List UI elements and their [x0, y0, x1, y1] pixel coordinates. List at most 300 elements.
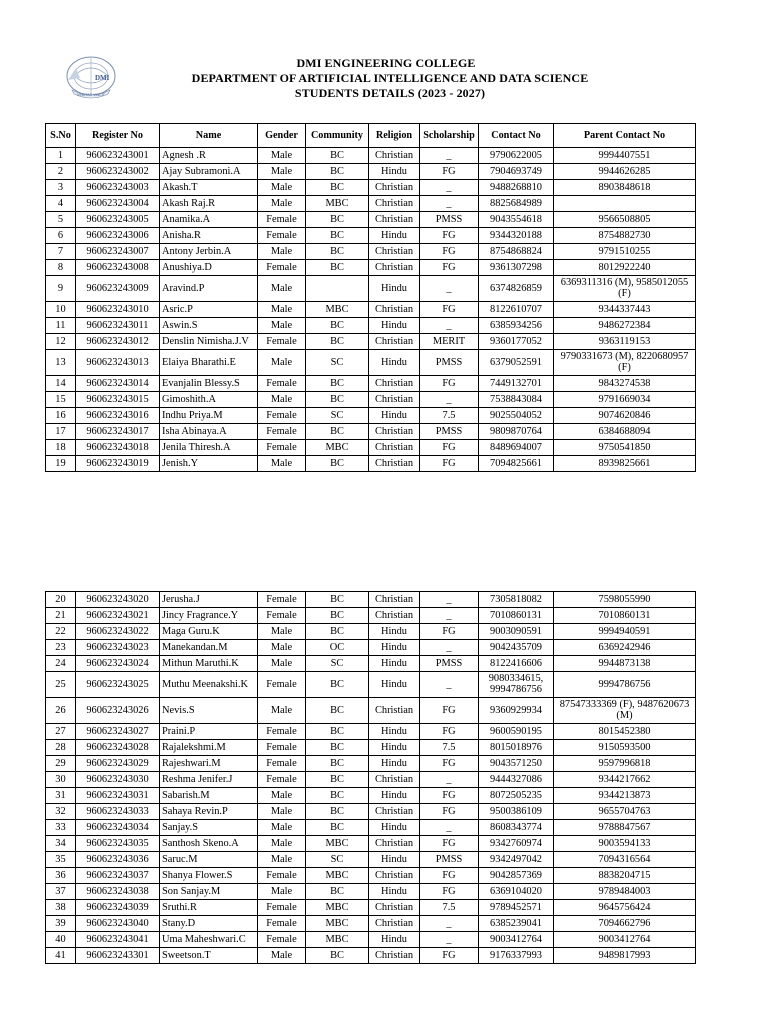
cell-contact-no: 9500386109: [479, 804, 554, 820]
cell-register-no: 960623243029: [76, 756, 160, 772]
cell-name: Son Sanjay.M: [160, 884, 258, 900]
cell-contact-no: 9789452571: [479, 900, 554, 916]
cell-gender: Male: [258, 196, 306, 212]
cell-parent-contact-no: 7094316564: [554, 852, 696, 868]
col-header-parent-contact-no: Parent Contact No: [554, 124, 696, 148]
cell-religion: Christian: [369, 196, 420, 212]
cell-contact-no: 9042857369: [479, 868, 554, 884]
cell-sno: 35: [46, 852, 76, 868]
cell-contact-no: 9809870764: [479, 424, 554, 440]
cell-register-no: 960623243004: [76, 196, 160, 212]
cell-parent-contact-no: 8939825661: [554, 456, 696, 472]
cell-scholarship: 7.5: [420, 900, 479, 916]
cell-gender: Male: [258, 350, 306, 376]
cell-register-no: 960623243013: [76, 350, 160, 376]
cell-religion: Christian: [369, 440, 420, 456]
table-row: [46, 456, 696, 472]
cell-sno: 36: [46, 868, 76, 884]
cell-register-no: 960623243009: [76, 276, 160, 302]
col-header-register-no: Register No: [76, 124, 160, 148]
cell-religion: Christian: [369, 456, 420, 472]
cell-religion: Christian: [369, 804, 420, 820]
table-row: [46, 772, 696, 788]
cell-register-no: 960623243006: [76, 228, 160, 244]
cell-gender: Male: [258, 244, 306, 260]
cell-contact-no: 9025504052: [479, 408, 554, 424]
cell-name: Sabarish.M: [160, 788, 258, 804]
logo-banner: VERITAS VINCIT: [77, 93, 105, 97]
cell-gender: Male: [258, 836, 306, 852]
cell-register-no: 960623243026: [76, 698, 160, 724]
cell-gender: Female: [258, 424, 306, 440]
cell-scholarship: FG: [420, 948, 479, 964]
cell-register-no: 960623243035: [76, 836, 160, 852]
cell-religion: Hindu: [369, 884, 420, 900]
college-name: DMI ENGINEERING COLLEGE: [296, 56, 476, 70]
cell-religion: Christian: [369, 608, 420, 624]
table-row: [46, 948, 696, 964]
cell-religion: Christian: [369, 244, 420, 260]
cell-name: Asric.P: [160, 302, 258, 318]
cell-parent-contact-no: 9003594133: [554, 836, 696, 852]
cell-gender: Female: [258, 376, 306, 392]
cell-register-no: 960623243010: [76, 302, 160, 318]
cell-contact-no: 8072505235: [479, 788, 554, 804]
cell-parent-contact-no: 8903848618: [554, 180, 696, 196]
cell-community: BC: [306, 212, 369, 228]
cell-scholarship: _: [420, 196, 479, 212]
cell-name: Rajalekshmi.M: [160, 740, 258, 756]
cell-contact-no: 7010860131: [479, 608, 554, 624]
cell-parent-contact-no: 6369311316 (M), 9585012055 (F): [554, 276, 696, 302]
cell-religion: Hindu: [369, 724, 420, 740]
cell-register-no: 960623243018: [76, 440, 160, 456]
cell-parent-contact-no: 9994407551: [554, 148, 696, 164]
cell-register-no: 960623243016: [76, 408, 160, 424]
cell-sno: 31: [46, 788, 76, 804]
table-row: [46, 350, 696, 376]
cell-register-no: 960623243039: [76, 900, 160, 916]
cell-parent-contact-no: 9645756424: [554, 900, 696, 916]
cell-contact-no: 9360177052: [479, 334, 554, 350]
cell-parent-contact-no: 6384688094: [554, 424, 696, 440]
cell-community: BC: [306, 180, 369, 196]
cell-religion: Hindu: [369, 852, 420, 868]
table-row: [46, 260, 696, 276]
cell-scholarship: FG: [420, 868, 479, 884]
cell-community: BC: [306, 772, 369, 788]
table-row: [46, 424, 696, 440]
cell-contact-no: 9003090591: [479, 624, 554, 640]
cell-parent-contact-no: [554, 196, 696, 212]
cell-gender: Male: [258, 276, 306, 302]
cell-parent-contact-no: 87547333369 (F), 9487620673 (M): [554, 698, 696, 724]
cell-scholarship: 7.5: [420, 740, 479, 756]
cell-contact-no: 7538843084: [479, 392, 554, 408]
table-row: [46, 592, 696, 608]
cell-religion: Hindu: [369, 350, 420, 376]
table-row: [46, 756, 696, 772]
cell-community: BC: [306, 260, 369, 276]
cell-gender: Male: [258, 698, 306, 724]
cell-name: Anushiya.D: [160, 260, 258, 276]
cell-religion: Christian: [369, 836, 420, 852]
cell-community: MBC: [306, 196, 369, 212]
cell-name: Gimoshith.A: [160, 392, 258, 408]
cell-sno: 4: [46, 196, 76, 212]
cell-community: BC: [306, 724, 369, 740]
cell-community: MBC: [306, 932, 369, 948]
cell-parent-contact-no: 9344213873: [554, 788, 696, 804]
cell-contact-no: 9361307298: [479, 260, 554, 276]
cell-name: Akash.T: [160, 180, 258, 196]
cell-community: BC: [306, 884, 369, 900]
cell-contact-no: 9176337993: [479, 948, 554, 964]
cell-name: Sweetson.T: [160, 948, 258, 964]
cell-religion: Christian: [369, 148, 420, 164]
cell-religion: Hindu: [369, 788, 420, 804]
cell-register-no: 960623243011: [76, 318, 160, 334]
cell-religion: Hindu: [369, 276, 420, 302]
table-row: [46, 932, 696, 948]
cell-contact-no: 9042435709: [479, 640, 554, 656]
cell-religion: Christian: [369, 698, 420, 724]
cell-register-no: 960623243038: [76, 884, 160, 900]
cell-community: BC: [306, 672, 369, 698]
cell-community: [306, 276, 369, 302]
cell-community: SC: [306, 350, 369, 376]
table-row: [46, 334, 696, 350]
cell-parent-contact-no: 8754882730: [554, 228, 696, 244]
cell-gender: Female: [258, 724, 306, 740]
cell-gender: Female: [258, 868, 306, 884]
cell-register-no: 960623243034: [76, 820, 160, 836]
cell-scholarship: FG: [420, 884, 479, 900]
cell-scholarship: PMSS: [420, 350, 479, 376]
cell-community: BC: [306, 424, 369, 440]
cell-register-no: 960623243027: [76, 724, 160, 740]
cell-parent-contact-no: 9788847567: [554, 820, 696, 836]
cell-religion: Hindu: [369, 164, 420, 180]
cell-community: MBC: [306, 836, 369, 852]
cell-sno: 2: [46, 164, 76, 180]
cell-community: BC: [306, 608, 369, 624]
cell-name: Sruthi.R: [160, 900, 258, 916]
cell-contact-no: 6379052591: [479, 350, 554, 376]
table-row: [46, 900, 696, 916]
table-row: [46, 608, 696, 624]
col-header-community: Community: [306, 124, 369, 148]
cell-scholarship: FG: [420, 260, 479, 276]
cell-contact-no: 6385934256: [479, 318, 554, 334]
cell-sno: 1: [46, 148, 76, 164]
cell-register-no: 960623243012: [76, 334, 160, 350]
cell-religion: Hindu: [369, 740, 420, 756]
cell-contact-no: 8608343774: [479, 820, 554, 836]
cell-register-no: 960623243041: [76, 932, 160, 948]
cell-contact-no: 7449132701: [479, 376, 554, 392]
cell-sno: 22: [46, 624, 76, 640]
cell-sno: 29: [46, 756, 76, 772]
cell-register-no: 960623243003: [76, 180, 160, 196]
cell-sno: 32: [46, 804, 76, 820]
cell-scholarship: FG: [420, 724, 479, 740]
cell-scholarship: FG: [420, 302, 479, 318]
cell-contact-no: 9488268810: [479, 180, 554, 196]
cell-parent-contact-no: 8012922240: [554, 260, 696, 276]
cell-name: Rajeshwari.M: [160, 756, 258, 772]
cell-register-no: 960623243015: [76, 392, 160, 408]
cell-religion: Christian: [369, 302, 420, 318]
cell-parent-contact-no: 8015452380: [554, 724, 696, 740]
cell-register-no: 960623243023: [76, 640, 160, 656]
cell-name: Aravind.P: [160, 276, 258, 302]
cell-scholarship: FG: [420, 164, 479, 180]
department-name: DEPARTMENT OF ARTIFICIAL INTELLIGENCE AND DATA SCIENCE: [191, 71, 589, 85]
cell-register-no: 960623243030: [76, 772, 160, 788]
cell-contact-no: 9344320188: [479, 228, 554, 244]
cell-sno: 15: [46, 392, 76, 408]
cell-parent-contact-no: 7094662796: [554, 916, 696, 932]
table-row: [46, 180, 696, 196]
cell-parent-contact-no: 9994940591: [554, 624, 696, 640]
cell-contact-no: 8015018976: [479, 740, 554, 756]
cell-scholarship: MERIT: [420, 334, 479, 350]
cell-community: BC: [306, 948, 369, 964]
cell-scholarship: _: [420, 592, 479, 608]
cell-gender: Male: [258, 148, 306, 164]
table-row: [46, 852, 696, 868]
cell-sno: 38: [46, 900, 76, 916]
cell-community: MBC: [306, 440, 369, 456]
table-row: [46, 836, 696, 852]
cell-contact-no: 9080334615, 9994786756: [479, 672, 554, 698]
cell-name: Ajay Subramoni.A: [160, 164, 258, 180]
cell-gender: Male: [258, 624, 306, 640]
cell-contact-no: 7305818082: [479, 592, 554, 608]
logo-text: DMI: [95, 74, 110, 82]
cell-contact-no: 9360929934: [479, 698, 554, 724]
cell-parent-contact-no: 9994786756: [554, 672, 696, 698]
cell-parent-contact-no: 9344217662: [554, 772, 696, 788]
cell-register-no: 960623243031: [76, 788, 160, 804]
col-header-name: Name: [160, 124, 258, 148]
page-title: STUDENTS DETAILS (2023 - 2027): [294, 86, 486, 100]
cell-scholarship: FG: [420, 698, 479, 724]
cell-parent-contact-no: 9486272384: [554, 318, 696, 334]
table-row: [46, 408, 696, 424]
cell-name: Mithun Maruthi.K: [160, 656, 258, 672]
cell-register-no: 960623243036: [76, 852, 160, 868]
cell-gender: Female: [258, 334, 306, 350]
cell-contact-no: 7904693749: [479, 164, 554, 180]
cell-community: SC: [306, 852, 369, 868]
cell-religion: Christian: [369, 392, 420, 408]
cell-religion: Christian: [369, 376, 420, 392]
cell-parent-contact-no: 9597996818: [554, 756, 696, 772]
cell-gender: Male: [258, 164, 306, 180]
cell-contact-no: 6385239041: [479, 916, 554, 932]
cell-register-no: 960623243002: [76, 164, 160, 180]
cell-scholarship: _: [420, 672, 479, 698]
cell-parent-contact-no: 9150593500: [554, 740, 696, 756]
cell-parent-contact-no: 9489817993: [554, 948, 696, 964]
cell-gender: Male: [258, 852, 306, 868]
cell-gender: Male: [258, 640, 306, 656]
cell-sno: 23: [46, 640, 76, 656]
cell-gender: Male: [258, 788, 306, 804]
table-row: [46, 656, 696, 672]
cell-scholarship: _: [420, 932, 479, 948]
table-row: [46, 672, 696, 698]
cell-religion: Christian: [369, 212, 420, 228]
table-row: [46, 916, 696, 932]
cell-gender: Female: [258, 772, 306, 788]
table-row: [46, 788, 696, 804]
col-header-sno: S.No: [46, 124, 76, 148]
cell-register-no: 960623243007: [76, 244, 160, 260]
cell-name: Reshma Jenifer.J: [160, 772, 258, 788]
students-table-part1: [45, 123, 696, 472]
cell-community: BC: [306, 740, 369, 756]
cell-parent-contact-no: 7598055990: [554, 592, 696, 608]
cell-scholarship: FG: [420, 376, 479, 392]
cell-contact-no: 8122416606: [479, 656, 554, 672]
table-header-row: [46, 124, 696, 148]
cell-name: Jenila Thiresh.A: [160, 440, 258, 456]
cell-scholarship: _: [420, 820, 479, 836]
cell-scholarship: _: [420, 608, 479, 624]
cell-sno: 17: [46, 424, 76, 440]
cell-contact-no: 9600590195: [479, 724, 554, 740]
cell-scholarship: _: [420, 916, 479, 932]
cell-gender: Female: [258, 592, 306, 608]
cell-scholarship: _: [420, 772, 479, 788]
cell-name: Sahaya Revin.P: [160, 804, 258, 820]
cell-religion: Christian: [369, 424, 420, 440]
cell-gender: Male: [258, 302, 306, 318]
col-header-scholarship: Scholarship: [420, 124, 479, 148]
cell-sno: 25: [46, 672, 76, 698]
cell-community: MBC: [306, 302, 369, 318]
cell-parent-contact-no: 9363119153: [554, 334, 696, 350]
cell-sno: 30: [46, 772, 76, 788]
cell-scholarship: _: [420, 392, 479, 408]
cell-religion: Hindu: [369, 756, 420, 772]
cell-gender: Male: [258, 804, 306, 820]
cell-contact-no: 7094825661: [479, 456, 554, 472]
cell-register-no: 960623243040: [76, 916, 160, 932]
cell-name: Jincy Fragrance.Y: [160, 608, 258, 624]
cell-name: Muthu Meenakshi.K: [160, 672, 258, 698]
cell-register-no: 960623243001: [76, 148, 160, 164]
col-header-religion: Religion: [369, 124, 420, 148]
cell-sno: 26: [46, 698, 76, 724]
cell-sno: 16: [46, 408, 76, 424]
cell-religion: Hindu: [369, 624, 420, 640]
cell-register-no: 960623243014: [76, 376, 160, 392]
cell-parent-contact-no: 9944873138: [554, 656, 696, 672]
cell-sno: 13: [46, 350, 76, 376]
cell-parent-contact-no: 9789484003: [554, 884, 696, 900]
cell-contact-no: 8489694007: [479, 440, 554, 456]
cell-religion: Christian: [369, 900, 420, 916]
cell-name: Nevis.S: [160, 698, 258, 724]
table-row: [46, 376, 696, 392]
cell-religion: Christian: [369, 948, 420, 964]
table-row: [46, 148, 696, 164]
cell-parent-contact-no: 9003412764: [554, 932, 696, 948]
cell-register-no: 960623243020: [76, 592, 160, 608]
cell-gender: Female: [258, 228, 306, 244]
cell-gender: Female: [258, 900, 306, 916]
cell-register-no: 960623243022: [76, 624, 160, 640]
cell-parent-contact-no: 9843274538: [554, 376, 696, 392]
cell-scholarship: FG: [420, 756, 479, 772]
cell-name: Indhu Priya.M: [160, 408, 258, 424]
cell-name: Akash Raj.R: [160, 196, 258, 212]
cell-gender: Male: [258, 392, 306, 408]
cell-name: Shanya Flower.S: [160, 868, 258, 884]
table-row: [46, 640, 696, 656]
cell-religion: Hindu: [369, 932, 420, 948]
cell-religion: Christian: [369, 916, 420, 932]
cell-community: BC: [306, 592, 369, 608]
cell-religion: Christian: [369, 592, 420, 608]
cell-sno: 33: [46, 820, 76, 836]
cell-community: BC: [306, 318, 369, 334]
cell-name: Uma Maheshwari.C: [160, 932, 258, 948]
cell-scholarship: PMSS: [420, 656, 479, 672]
cell-gender: Male: [258, 820, 306, 836]
cell-parent-contact-no: 9750541850: [554, 440, 696, 456]
cell-community: BC: [306, 244, 369, 260]
cell-gender: Male: [258, 318, 306, 334]
table-row: [46, 392, 696, 408]
cell-scholarship: FG: [420, 228, 479, 244]
cell-gender: Female: [258, 440, 306, 456]
table-row: [46, 440, 696, 456]
cell-gender: Male: [258, 656, 306, 672]
cell-name: Evanjalin Blessy.S: [160, 376, 258, 392]
col-header-gender: Gender: [258, 124, 306, 148]
cell-gender: Female: [258, 672, 306, 698]
cell-parent-contact-no: 9791510255: [554, 244, 696, 260]
cell-community: BC: [306, 698, 369, 724]
cell-community: BC: [306, 392, 369, 408]
cell-sno: 18: [46, 440, 76, 456]
cell-sno: 7: [46, 244, 76, 260]
cell-scholarship: FG: [420, 804, 479, 820]
cell-religion: Hindu: [369, 820, 420, 836]
cell-gender: Male: [258, 456, 306, 472]
cell-community: MBC: [306, 868, 369, 884]
cell-community: BC: [306, 164, 369, 180]
cell-sno: 40: [46, 932, 76, 948]
cell-scholarship: _: [420, 180, 479, 196]
cell-register-no: 960623243017: [76, 424, 160, 440]
cell-scholarship: PMSS: [420, 424, 479, 440]
cell-contact-no: 9043571250: [479, 756, 554, 772]
cell-contact-no: 9043554618: [479, 212, 554, 228]
cell-religion: Christian: [369, 772, 420, 788]
cell-name: Praini.P: [160, 724, 258, 740]
cell-register-no: 960623243008: [76, 260, 160, 276]
cell-community: BC: [306, 804, 369, 820]
cell-name: Anamika.A: [160, 212, 258, 228]
cell-community: BC: [306, 820, 369, 836]
cell-name: Aswin.S: [160, 318, 258, 334]
